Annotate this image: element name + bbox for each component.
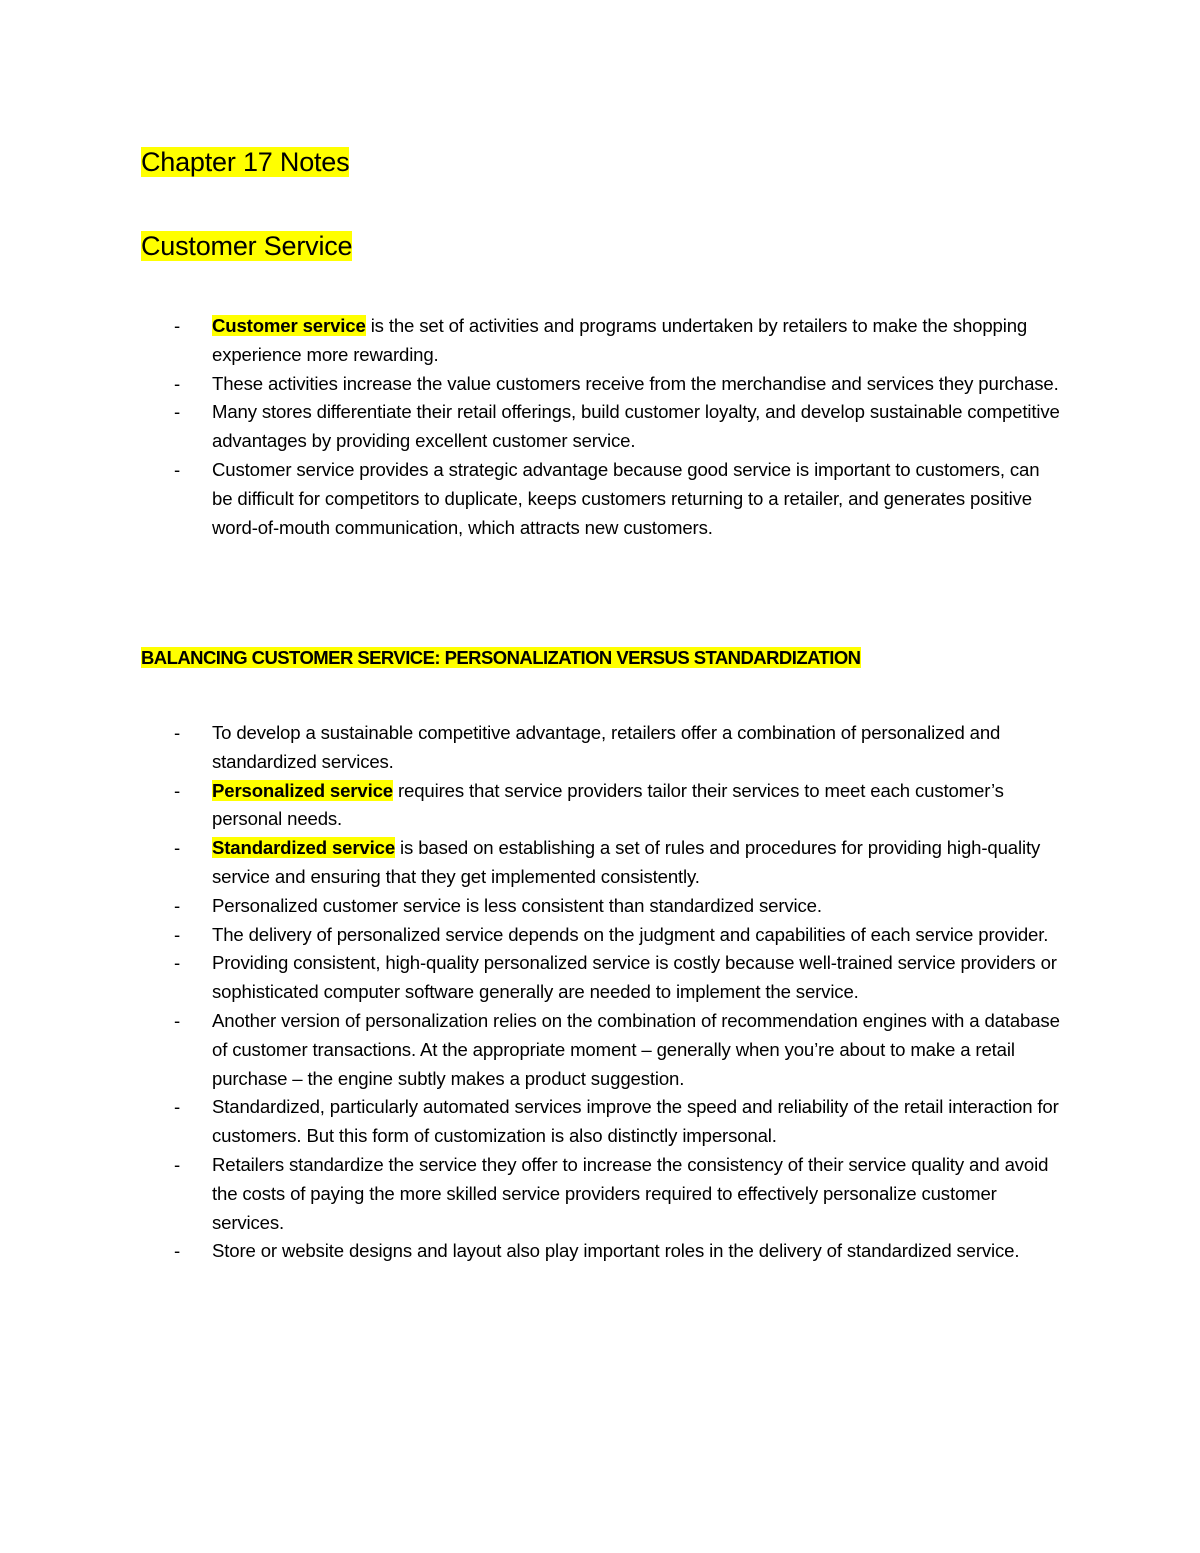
list-item xyxy=(0,1093,1062,1151)
list-item xyxy=(0,719,1062,777)
bullet-dash: - xyxy=(174,458,181,480)
highlighted-term: Customer service xyxy=(212,315,366,336)
bullet-dash: - xyxy=(174,1096,181,1118)
highlighted-term: Standardized service xyxy=(212,837,396,859)
bullet-text: Personalized customer service is less consistent than standardized service. xyxy=(212,894,822,916)
list-item xyxy=(0,834,1062,892)
bullet-text: The delivery of personalized service depends on the judgment and capabilities of each service provider. xyxy=(212,923,1049,945)
section-heading-balancing xyxy=(141,645,861,671)
list-item xyxy=(0,1237,1062,1266)
section-title-text: Customer Service xyxy=(141,231,353,261)
list-item xyxy=(0,949,1062,1007)
bullet-dash: - xyxy=(174,401,181,423)
list-item xyxy=(0,456,1062,542)
bullet-text: Providing consistent, high-quality personalized service is costly because well-trained service providers or sophisticated computer software generally are needed to implement the service. xyxy=(212,952,1057,1003)
bullet-text: Another version of personalization relies on the combination of recommendation engines with a database of customer transactions. At the appropriate moment – generally when you’re about to make a retail purchase – the engine subtly makes a product suggestion. xyxy=(212,1009,1060,1089)
list-item xyxy=(0,1151,1062,1237)
bullet-text: These activities increase the value customers receive from the merchandise and services they purchase. xyxy=(212,372,1059,394)
list-item xyxy=(0,777,1062,835)
bullet-dash: - xyxy=(174,1009,181,1031)
bullet-dash: - xyxy=(174,837,181,859)
list-item xyxy=(0,892,1062,921)
bullet-dash: - xyxy=(174,952,181,974)
bullet-dash: - xyxy=(174,779,181,801)
bullet-text: requires that service providers tailor their services to meet each customer’s personal needs. xyxy=(212,779,1004,830)
bullet-dash: - xyxy=(174,315,181,336)
document-title-text: Chapter 17 Notes xyxy=(141,147,350,177)
customer-service-bullet-list xyxy=(0,312,1062,542)
section-title-customer-service xyxy=(141,229,352,263)
bullet-text: is the set of activities and programs undertaken by retailers to make the shopping experience more rewarding. xyxy=(212,315,1028,365)
bullet-dash: - xyxy=(174,372,181,394)
bullet-text: is based on establishing a set of rules and procedures for providing high-quality service and ensuring that they get implemented consistently. xyxy=(212,837,1041,887)
bullet-dash: - xyxy=(174,1153,181,1175)
bullet-dash: - xyxy=(174,1240,181,1262)
section-heading-text: BALANCING CUSTOMER SERVICE: PERSONALIZATION VERSUS STANDARDIZATION xyxy=(141,647,861,668)
list-item xyxy=(0,312,1062,370)
bullet-text: Standardized, particularly automated services improve the speed and reliability of the retail interaction for customers. But this form of customization is also distinctly impersonal. xyxy=(212,1096,1059,1147)
list-item xyxy=(0,370,1062,399)
list-item xyxy=(0,1007,1062,1093)
bullet-dash: - xyxy=(174,923,181,945)
bullet-text: Many stores differentiate their retail offerings, build customer loyalty, and develop sustainable competitive advantages by providing excellent customer service. xyxy=(212,401,1060,452)
balancing-bullet-list xyxy=(0,719,1062,1266)
bullet-text: Retailers standardize the service they offer to increase the consistency of their service quality and avoid the costs of paying the more skilled service providers required to effectively personalize customer services. xyxy=(212,1153,1049,1233)
highlighted-term: Personalized service xyxy=(212,779,393,801)
bullet-dash: - xyxy=(174,894,181,916)
list-item xyxy=(0,398,1062,456)
bullet-text: Customer service provides a strategic advantage because good service is important to customers, can be difficult for competitors to duplicate, keeps customers returning to a retailer, and generates positive word-of-mouth communication, which attracts new customers. xyxy=(212,458,1040,538)
bullet-dash: - xyxy=(174,722,181,743)
bullet-text: Store or website designs and layout also play important roles in the delivery of standardized service. xyxy=(212,1240,1020,1262)
list-item xyxy=(0,921,1062,950)
document-title xyxy=(141,145,349,179)
bullet-text: To develop a sustainable competitive advantage, retailers offer a combination of personalized and standardized services. xyxy=(212,722,1001,772)
